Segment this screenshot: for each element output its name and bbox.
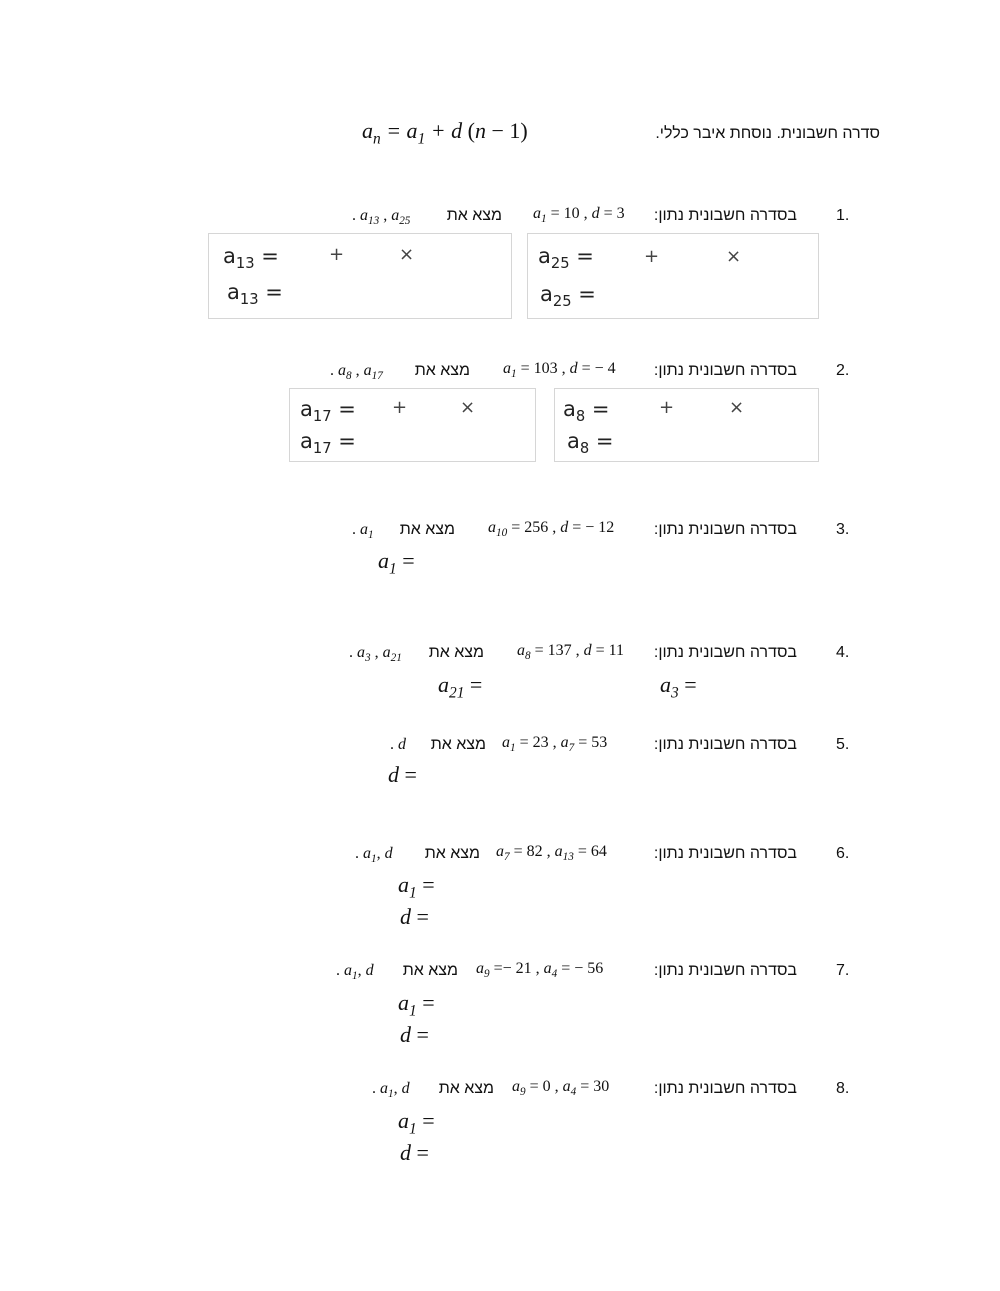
question-3-number: 3. [836,521,850,538]
question-7-answer-a1[interactable]: $a_1$ = [398,990,435,1020]
question-7-find-terms: . $a_1$, d [336,962,374,982]
question-2-find-label: מצא את [414,362,470,379]
question-2-a8-line-1: $a_8$ = [563,397,610,426]
question-7-number: 7. [836,962,850,979]
question-3-find-terms: . $a_1$ [352,521,374,541]
question-2-find-terms: . $a_8$ , $a_{17}$ [330,362,383,382]
question-3-given-label: בסדרה חשבונית נתון: [653,521,797,538]
question-4-number: 4. [836,644,850,661]
question-4-answer-a3[interactable]: $a_3$ = [660,672,697,702]
question-1-work-box-a25[interactable] [527,233,819,319]
question-6-given-label: בסדרה חשבונית נתון: [653,845,797,862]
question-1-a25-line-2: $a_{25}$ = [540,282,596,311]
question-1-given-label: בסדרה חשבונית נתון: [653,207,797,224]
question-5-given-label: בסדרה חשבונית נתון: [653,736,797,753]
question-8-find-label: מצא את [438,1080,494,1097]
question-2-work-box-a17[interactable] [289,388,536,462]
question-2-given: $a_1 = 103$ , d = − 4 [503,360,616,380]
general-term-formula: $a_n = a_1 + d$ (n − 1) [362,118,528,148]
question-3-given: $a_{10} = 256$ , d = − 12 [488,519,615,539]
plus-icon: + [644,246,660,267]
question-7-given-label: בסדרה חשבונית נתון: [653,962,797,979]
question-4-find-terms: . $a_3$ , $a_{21}$ [349,644,402,664]
question-8-given-label: בסדרה חשבונית נתון: [653,1080,797,1097]
question-2-a17-line-1: $a_{17}$ = [300,397,356,426]
question-5-find-label: מצא את [430,736,486,753]
question-8-number: 8. [836,1080,850,1097]
page-title: סדרה חשבונית. נוסחת איבר כללי. [655,125,880,142]
question-1-work-box-a13[interactable] [208,233,512,319]
question-4-given-label: בסדרה חשבונית נתון: [653,644,797,661]
question-6-answer-a1[interactable]: $a_1$ = [398,872,435,902]
question-6-number: 6. [836,845,850,862]
question-2-a8-line-2: $a_8$ = [567,429,614,458]
question-2-a17-line-2: $a_{17}$ = [300,429,356,458]
question-1-find-label: מצא את [446,207,502,224]
question-3-find-label: מצא את [399,521,455,538]
question-2-work-box-a8[interactable] [554,388,819,462]
question-1-a13-line-1: $a_{13}$ = [223,244,279,273]
question-1-find-terms: . $a_{13}$ , $a_{25}$ [352,207,411,227]
question-7-given: $a_9 =- 21$ , $a_4$ = − 56 [476,960,604,980]
question-3-answer-a1[interactable]: $a_1$ = [378,548,415,578]
times-icon: × [399,244,415,265]
question-8-answer-d[interactable]: d = [400,1140,429,1165]
question-6-answer-d[interactable]: d = [400,904,429,929]
question-7-answer-d[interactable]: d = [400,1022,429,1047]
question-2-number: 2. [836,362,850,379]
question-1-a13-line-2: $a_{13}$ = [227,280,283,309]
question-4-find-label: מצא את [428,644,484,661]
plus-icon: + [392,397,408,418]
times-icon: × [726,246,742,267]
question-1-number: 1. [836,207,850,224]
question-4-answer-a21[interactable]: $a_{21}$ = [438,672,483,702]
question-4-given: $a_8 = 137$ , d = 11 [517,642,625,662]
question-5-find-terms: . d [390,736,406,753]
question-1-a25-line-1: $a_{25}$ = [538,244,594,273]
question-5-given: $a_1 = 23$ , $a_7 = 53$ [502,734,608,754]
plus-icon: + [659,397,675,418]
question-8-given: $a_9 = 0$ , $a_4 = 30$ [512,1078,610,1098]
question-2-given-label: בסדרה חשבונית נתון: [653,362,797,379]
question-6-find-terms: . $a_1$, d [355,845,393,865]
times-icon: × [460,397,476,418]
question-5-answer-d[interactable]: d = [388,762,417,787]
plus-icon: + [329,244,345,265]
question-1-given: $a_1 = 10$ , d = 3 [533,205,625,225]
question-6-given: $a_7 = 82$ , $a_{13} = 64$ [496,843,607,863]
question-5-number: 5. [836,736,850,753]
times-icon: × [729,397,745,418]
question-8-answer-a1[interactable]: $a_1$ = [398,1108,435,1138]
question-6-find-label: מצא את [424,845,480,862]
question-7-find-label: מצא את [402,962,458,979]
question-8-find-terms: . $a_1$, d [372,1080,410,1100]
